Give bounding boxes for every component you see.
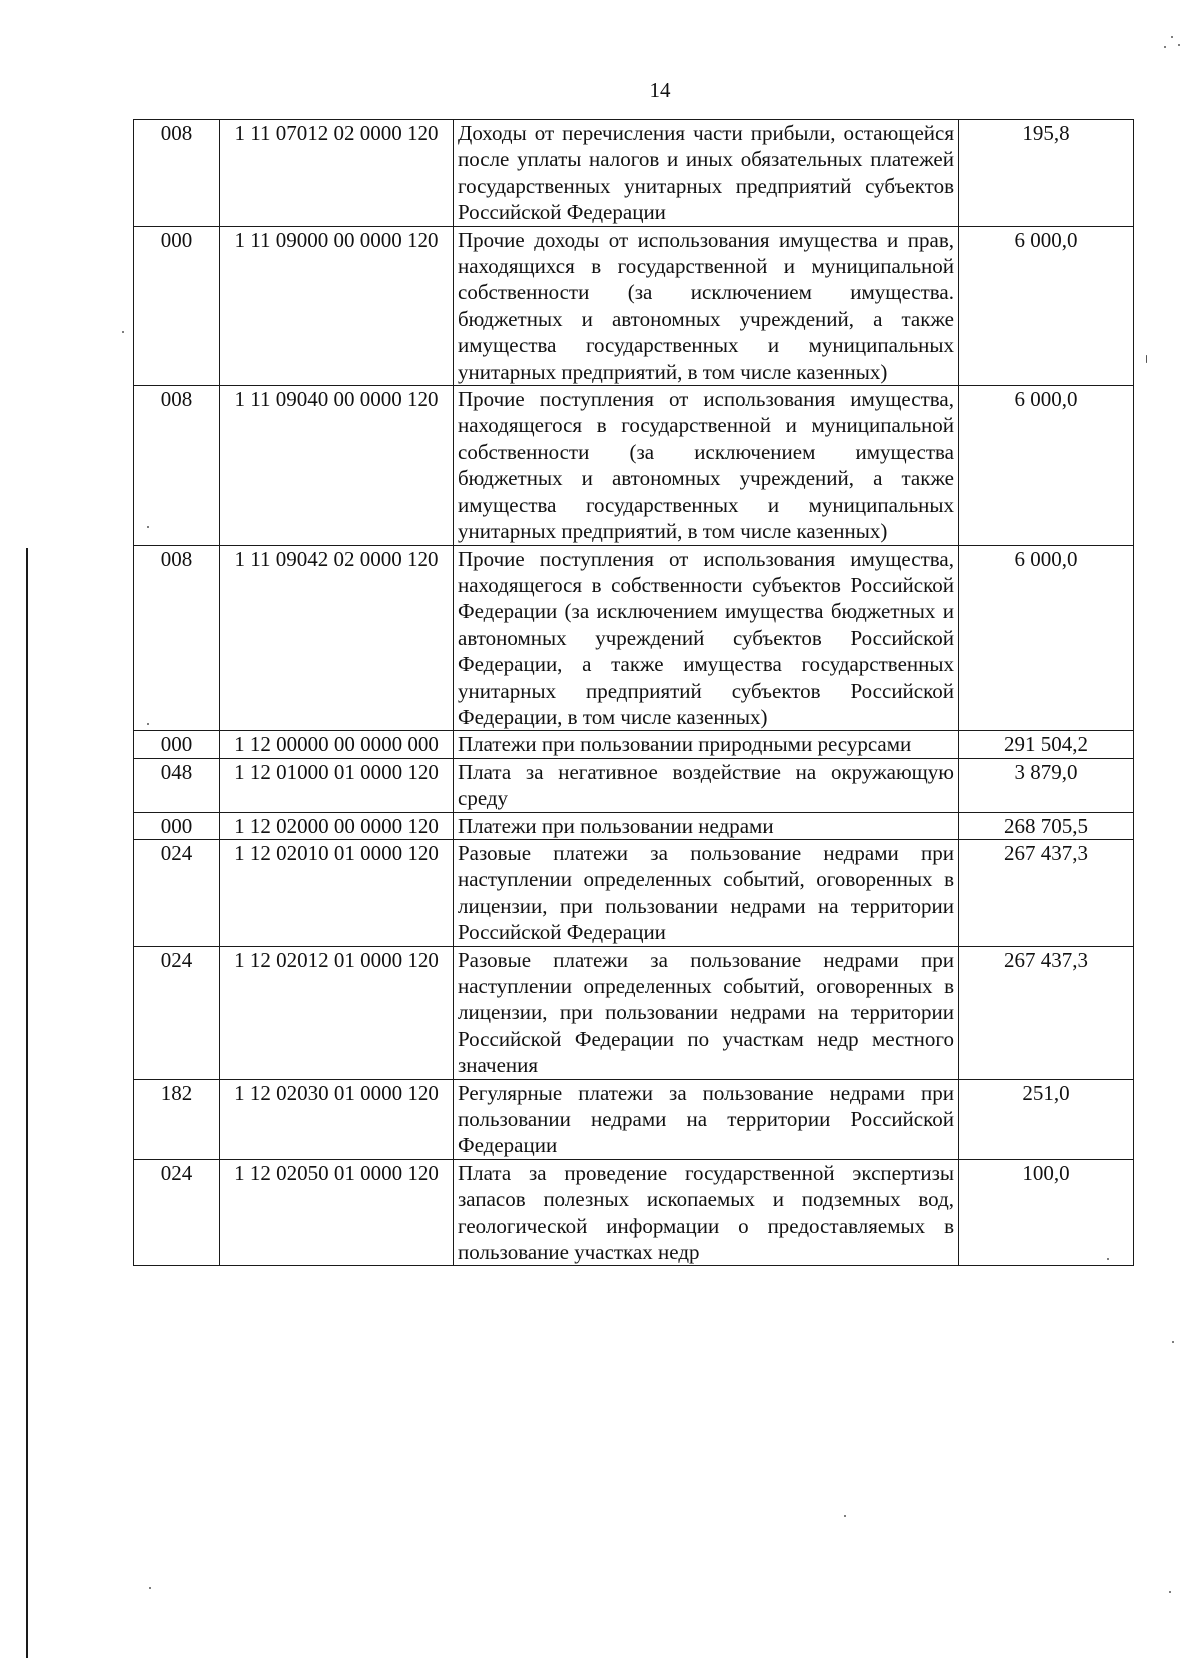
budget-code-cell: 1 12 02050 01 0000 120 bbox=[220, 1159, 454, 1266]
revenue-name-cell: Разовые платежи за пользование недрами при наступлении определенных событий, оговоренных в лицензии, при пользовании недрами на территории Российской Федерации bbox=[454, 839, 959, 946]
admin-code-cell: 182 bbox=[134, 1079, 220, 1159]
revenue-name-cell: Прочие поступления от использования имущества, находящегося в государственной и муниципальной собственности (за исключением имущества бюджетных и автономных учреждений, а также имущества государственных и муниципальных унитарных предприятий, в том числе казенных) bbox=[454, 386, 959, 545]
amount-cell: 195,8 bbox=[959, 120, 1134, 227]
scan-speck bbox=[149, 1587, 151, 1589]
table-row bbox=[134, 386, 1134, 545]
scan-speck bbox=[1169, 1591, 1171, 1593]
admin-code-cell: 000 bbox=[134, 226, 220, 385]
amount-cell: 267 437,3 bbox=[959, 839, 1134, 946]
revenue-name-cell: Плата за негативное воздействие на окружающую среду bbox=[454, 758, 959, 812]
admin-code-cell: 008 bbox=[134, 545, 220, 731]
scan-speck bbox=[1107, 1258, 1109, 1260]
admin-code-cell: 048 bbox=[134, 758, 220, 812]
admin-code-cell: 024 bbox=[134, 1159, 220, 1266]
amount-cell: 268 705,5 bbox=[959, 812, 1134, 839]
budget-code-cell: 1 11 09040 00 0000 120 bbox=[220, 386, 454, 545]
admin-code-cell: 000 bbox=[134, 812, 220, 839]
amount-cell: 6 000,0 bbox=[959, 226, 1134, 385]
admin-code-cell: 008 bbox=[134, 386, 220, 545]
scan-speck bbox=[844, 1515, 846, 1517]
amount-cell: 3 879,0 bbox=[959, 758, 1134, 812]
table-row bbox=[134, 758, 1134, 812]
table-row bbox=[134, 731, 1134, 758]
scan-speck bbox=[1164, 46, 1166, 48]
scan-speck bbox=[147, 723, 149, 725]
table-row bbox=[134, 545, 1134, 731]
table-row bbox=[134, 812, 1134, 839]
amount-cell: 251,0 bbox=[959, 1079, 1134, 1159]
scan-margin-line bbox=[26, 548, 28, 1658]
revenue-name-cell: Доходы от перечисления части прибыли, остающейся после уплаты налогов и иных обязательных платежей государственных унитарных предприятий субъектов Российской Федерации bbox=[454, 120, 959, 227]
revenue-name-cell: Прочие поступления от использования имущества, находящегося в собственности субъектов Российской Федерации (за исключением имущества бюджетных и автономных учреждений субъектов Российской Федерации, а также имущества государственных унитарных предприятий субъектов Российской Федерации, в том числе казенных) bbox=[454, 545, 959, 731]
budget-code-cell: 1 11 07012 02 0000 120 bbox=[220, 120, 454, 227]
table-row bbox=[134, 120, 1134, 227]
revenue-table bbox=[133, 119, 1134, 1266]
amount-cell: 267 437,3 bbox=[959, 946, 1134, 1079]
budget-code-cell: 1 12 02012 01 0000 120 bbox=[220, 946, 454, 1079]
amount-cell: 291 504,2 bbox=[959, 731, 1134, 758]
table-row bbox=[134, 946, 1134, 1079]
budget-code-cell: 1 12 00000 00 0000 000 bbox=[220, 731, 454, 758]
scan-speck bbox=[1146, 355, 1147, 363]
budget-code-cell: 1 12 02030 01 0000 120 bbox=[220, 1079, 454, 1159]
revenue-name-cell: Регулярные платежи за пользование недрами при пользовании недрами на территории Российской Федерации bbox=[454, 1079, 959, 1159]
scan-speck bbox=[1171, 36, 1173, 38]
scan-speck bbox=[1172, 1341, 1174, 1343]
table-row bbox=[134, 1079, 1134, 1159]
budget-code-cell: 1 11 09000 00 0000 120 bbox=[220, 226, 454, 385]
amount-cell: 100,0 bbox=[959, 1159, 1134, 1266]
revenue-name-cell: Плата за проведение государственной экспертизы запасов полезных ископаемых и подземных вод, геологической информации о предоставляемых в пользование участках недр bbox=[454, 1159, 959, 1266]
admin-code-cell: 008 bbox=[134, 120, 220, 227]
table-row bbox=[134, 226, 1134, 385]
admin-code-cell: 000 bbox=[134, 731, 220, 758]
budget-code-cell: 1 11 09042 02 0000 120 bbox=[220, 545, 454, 731]
admin-code-cell: 024 bbox=[134, 946, 220, 1079]
budget-code-cell: 1 12 02000 00 0000 120 bbox=[220, 812, 454, 839]
revenue-name-cell: Платежи при пользовании природными ресурсами bbox=[454, 731, 959, 758]
scan-speck bbox=[122, 331, 124, 333]
budget-code-cell: 1 12 01000 01 0000 120 bbox=[220, 758, 454, 812]
scan-speck bbox=[147, 526, 149, 528]
table-row bbox=[134, 839, 1134, 946]
scan-speck bbox=[1178, 44, 1180, 46]
page-number: 14 bbox=[649, 78, 671, 102]
revenue-name-cell: Прочие доходы от использования имущества и прав, находящихся в государственной и муниципальной собственности (за исключением имущества. бюджетных и автономных учреждений, а также имущества государственных и муниципальных унитарных предприятий, в том числе казенных) bbox=[454, 226, 959, 385]
revenue-name-cell: Разовые платежи за пользование недрами при наступлении определенных событий, оговоренных в лицензии, при пользовании недрами на территории Российской Федерации по участкам недр местного значения bbox=[454, 946, 959, 1079]
admin-code-cell: 024 bbox=[134, 839, 220, 946]
amount-cell: 6 000,0 bbox=[959, 545, 1134, 731]
amount-cell: 6 000,0 bbox=[959, 386, 1134, 545]
budget-code-cell: 1 12 02010 01 0000 120 bbox=[220, 839, 454, 946]
revenue-name-cell: Платежи при пользовании недрами bbox=[454, 812, 959, 839]
table-row bbox=[134, 1159, 1134, 1266]
